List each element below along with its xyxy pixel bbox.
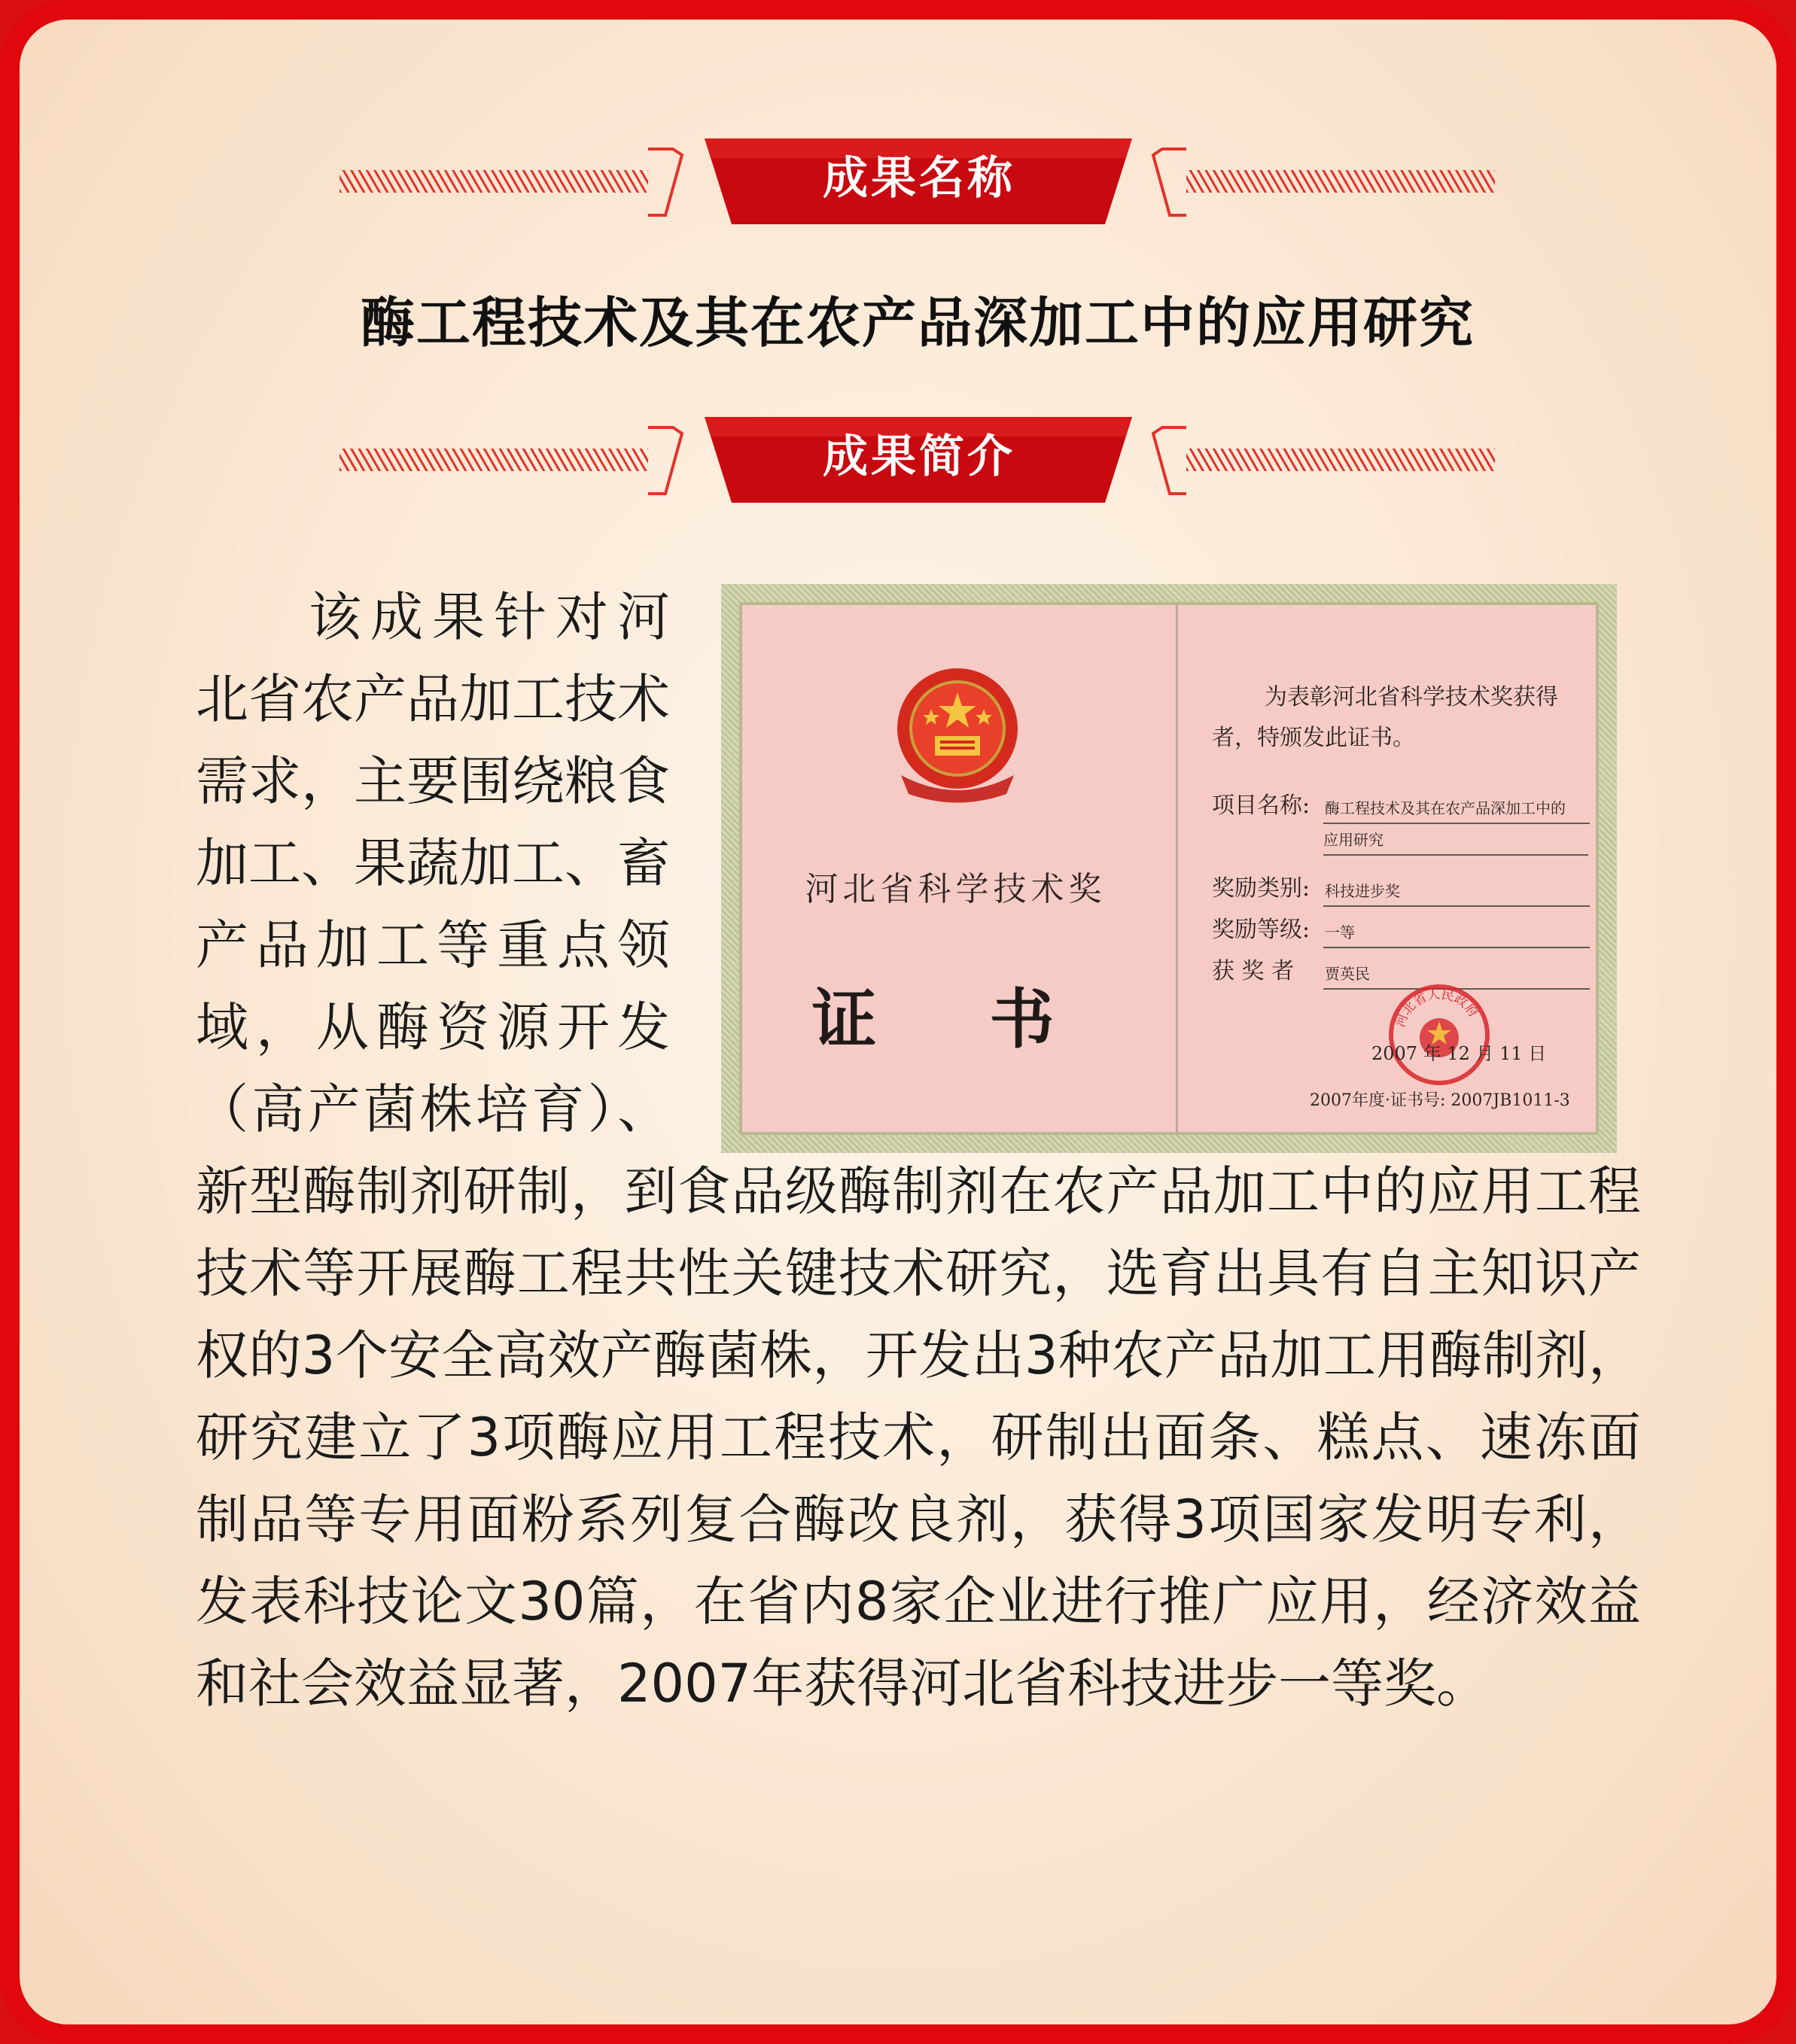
certificate-winner-row bbox=[1212, 952, 1370, 985]
achievement-title: 酶工程技术及其在农产品深加工中的应用研究 bbox=[360, 291, 1475, 354]
seal-text: 河北省人民政府 bbox=[1393, 987, 1481, 1030]
project-value-cont: 应用研究 bbox=[1323, 828, 1588, 856]
grade-label: 奖励等级: bbox=[1212, 917, 1310, 943]
certificate-paper bbox=[739, 602, 1599, 1135]
certificate-award-name: 河北省科学技术奖 bbox=[805, 870, 1107, 908]
section-header-name bbox=[20, 132, 1796, 230]
winner-value: 贾英民 bbox=[1323, 962, 1590, 990]
award-certificate bbox=[721, 584, 1617, 1153]
certificate-intro: 为表彰河北省科学技术奖获得者，特颁发此证书。 bbox=[1212, 684, 1558, 751]
section-label: 成果简介 bbox=[823, 430, 1015, 483]
certificate-number: 2007年度·证书号: 2007JB1011-3 bbox=[1310, 1091, 1570, 1110]
certificate-date: 2007 年 12 月 11 日 bbox=[1371, 1043, 1547, 1064]
certificate-grade-row bbox=[1212, 911, 1355, 944]
section-header-intro bbox=[20, 411, 1796, 509]
national-emblem-icon bbox=[893, 662, 1021, 805]
certificate-doc-type: 证 书 bbox=[811, 982, 1100, 1057]
certificate-project-row bbox=[1212, 786, 1566, 820]
certificate-fold bbox=[1176, 602, 1178, 1135]
project-label: 项目名称: bbox=[1212, 792, 1310, 819]
summary-text: 该成果针对河北省农产品加工技术需求，主要围绕粮食加工、果蔬加工、畜产品加工等重点领域，从酶资源开发（高产菌株培育）、新型酶制剂研制，到食品级酶制剂在农产品加工中的应用工程技术等开展酶工程共性关键技术研究，选育出具有自主知识产权的3个安全高效产酶菌株，开发出3种农产品加工用酶制剂，研究建立了3项酶应用工程技术，研制出面条、糕点、速冻面制品等专用面粉系列复合酶改良剂，获得3项国家发明专利，发表科技论文30篇，在省内8家企业进行推广应用，经济效益和社会效益显著，2007年获得河北省科技进步一等奖。 bbox=[196, 586, 1641, 1714]
category-value: 科技进步奖 bbox=[1323, 879, 1590, 907]
section-label: 成果名称 bbox=[823, 152, 1015, 205]
grade-value: 一等 bbox=[1323, 920, 1590, 948]
project-value: 酶工程技术及其在农产品深加工中的 bbox=[1323, 796, 1590, 824]
winner-label: 获 奖 者 bbox=[1212, 958, 1295, 984]
certificate-category-row bbox=[1212, 869, 1400, 902]
category-label: 奖励类别: bbox=[1212, 875, 1310, 902]
official-seal-icon bbox=[1387, 982, 1492, 1087]
